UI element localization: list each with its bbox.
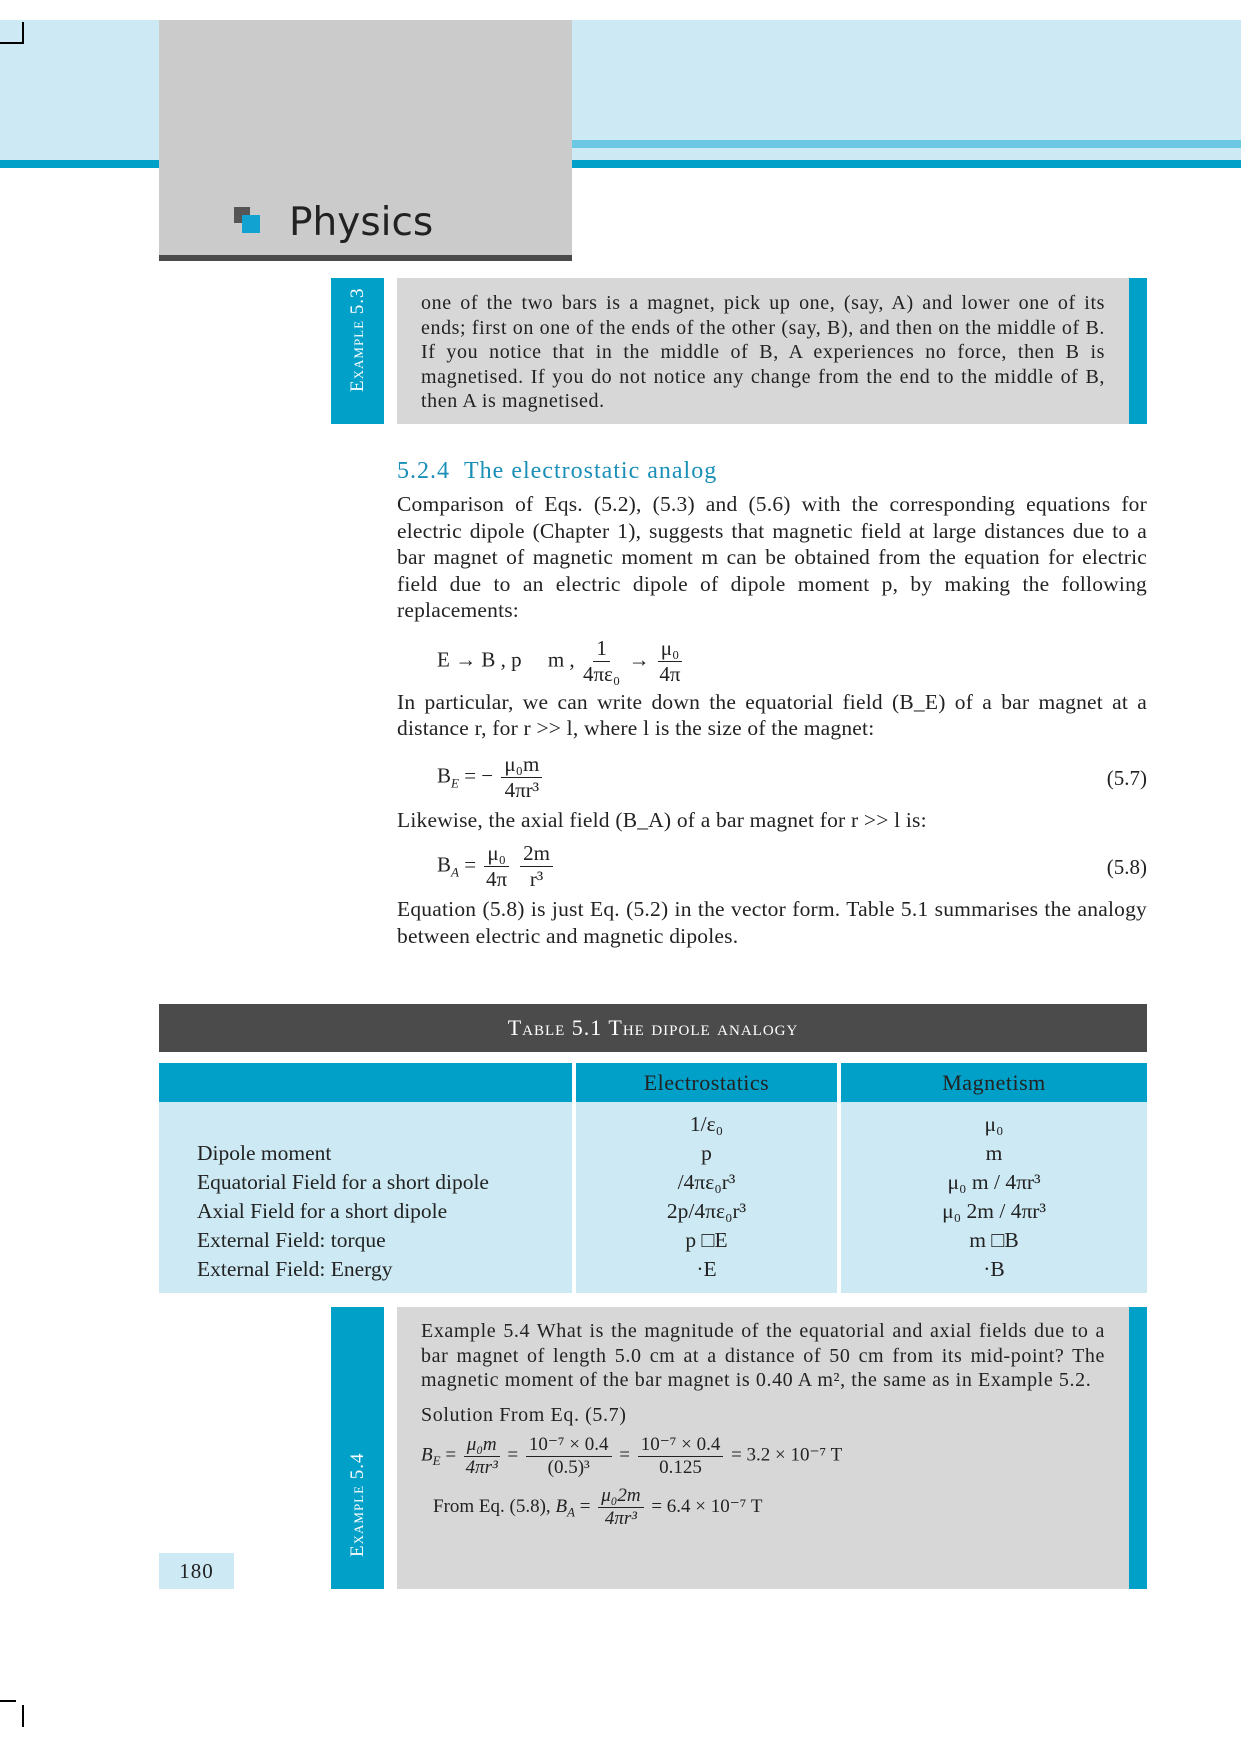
example-text: one of the two bars is a magnet, pick up one, (say, A) and lower one of its ends; first on one of the ends of the other (say, B), and then on the middle of B. If you notice that in the middle of B, A experiences no force, then B is magnetised. If you do not notice any change from the end to the middle of B, then A is magnetised. — [421, 292, 1105, 412]
crop-mark — [0, 42, 22, 44]
result: = 6.4 × 10⁻⁷ T — [651, 1495, 763, 1517]
crop-mark — [0, 1700, 16, 1702]
eq-op: = — [464, 852, 477, 877]
numerator: 1 — [593, 636, 610, 662]
table-column-quantity — [159, 1102, 572, 1293]
eq-lhs: B — [555, 1495, 568, 1517]
denominator: (0.5)³ — [547, 1457, 590, 1478]
section-number: 5.2.4 — [397, 458, 450, 484]
fraction — [484, 841, 509, 892]
page-number: 180 — [159, 1553, 234, 1589]
logo-square-icon — [242, 215, 260, 233]
table-cell: m — [985, 1141, 1003, 1165]
example-label: Example 5.4 — [346, 1452, 368, 1557]
example-box — [397, 278, 1129, 424]
section-heading — [397, 458, 1147, 485]
example-side-bar — [1129, 278, 1147, 424]
table-cell: Axial Field for a short dipole — [197, 1199, 448, 1223]
eq-sub: A — [567, 1504, 575, 1520]
table-cell: m □B — [969, 1228, 1019, 1252]
table-cell: ·B — [983, 1257, 1005, 1281]
subject-title: Physics — [289, 200, 434, 245]
table-cell: External Field: Energy — [197, 1257, 393, 1281]
fraction — [658, 636, 683, 687]
table-cell: μ₀ 2m / 4πr³ — [942, 1199, 1046, 1223]
example-side-bar — [1129, 1307, 1147, 1589]
table-cell: p — [701, 1141, 712, 1165]
eq-intro: From Eq. (5.8), — [433, 1495, 551, 1517]
eq-sub: E — [432, 1453, 441, 1469]
table-header-cell: Electrostatics — [576, 1063, 837, 1102]
eq-lhs: B — [437, 762, 452, 787]
solution-equation-ba: From Eq. (5.8), $B_A$ = $\frac{\text{μ₀2m}}{\text{4πr³}}$ = 6.4 × 10⁻⁷ T — [433, 1485, 763, 1529]
denominator: 4πr³ — [504, 777, 540, 802]
table-column-magnetism — [841, 1102, 1147, 1293]
eq-op: = − — [464, 762, 494, 787]
numerator: 2m — [520, 841, 553, 867]
table-cell: 1/ε₀ — [689, 1112, 724, 1136]
table-title: Table 5.1 The dipole analogy — [159, 1004, 1147, 1052]
numerator: μ₀ — [484, 841, 509, 867]
result: = 3.2 × 10⁻⁷ T — [731, 1444, 843, 1466]
denominator: 0.125 — [659, 1457, 702, 1478]
crop-mark — [22, 22, 24, 44]
paragraph: Likewise, the axial field (B_A) of a bar magnet for r >> l is: — [397, 807, 927, 832]
table-cell: p □E — [685, 1228, 728, 1252]
numerator: μ₀ — [658, 636, 683, 662]
solution-equation-be: $B_E$ = $\frac{\text{μ₀m}}{\text{4πr³}}$ = $\frac{\text{10⁻⁷ × 0.4}}{\text{(0.5)³}}$ = $\frac{\text{10⁻⁷ × 0.4}}{0.125}$ = 3.2 × 10⁻⁷ T — [421, 1433, 843, 1478]
crop-mark — [22, 1705, 24, 1727]
denominator: r³ — [529, 867, 544, 891]
eq-lhs: B — [421, 1444, 433, 1466]
equation-number: (5.8) — [1106, 855, 1147, 879]
table-cell: ·E — [696, 1257, 717, 1281]
fraction — [464, 1434, 500, 1479]
section-title: The electrostatic analog — [464, 458, 718, 484]
equation-number: (5.7) — [1106, 765, 1147, 790]
denominator: 4π — [659, 661, 681, 686]
example-tab — [331, 1307, 384, 1589]
arrow: → — [628, 646, 650, 671]
table-cell: Dipole moment — [197, 1141, 332, 1165]
eq-sub: E — [451, 775, 459, 790]
table-cell: 2p/4πε₀r³ — [666, 1199, 747, 1223]
example-question: Example 5.4 What is the magnitude of the equatorial and axial fields due to a bar magnet of length 5.0 cm at a distance of 50 cm from its mid-point? The magnetic moment of the bar magnet is 0.40 A m², the same as in Example 5.2. — [421, 1320, 1105, 1391]
denominator: 4πε₀ — [582, 661, 621, 686]
table-cell: External Field: torque — [197, 1228, 386, 1252]
fraction — [598, 1485, 643, 1530]
numerator: μ₀2m — [598, 1485, 643, 1508]
section-content — [397, 458, 1147, 949]
fraction — [520, 841, 553, 892]
table-cell: Equatorial Field for a short dipole — [197, 1170, 489, 1194]
denominator: 4πr³ — [465, 1456, 498, 1478]
denominator: 4π — [486, 867, 508, 891]
denominator: 4πr³ — [604, 1508, 637, 1529]
numerator: 10⁻⁷ × 0.4 — [526, 1433, 612, 1457]
table-header-cell: Magnetism — [841, 1063, 1147, 1102]
eq-part: m , — [547, 646, 575, 671]
paragraph: In particular, we can write down the equatorial field (B_E) of a bar magnet at a distance r, for r >> l, where l is the size of the magnet: — [397, 689, 1147, 740]
paragraph: Equation (5.8) is just Eq. (5.2) in the vector form. Table 5.1 summarises the analogy between electric and magnetic dipoles. — [397, 897, 1147, 948]
fraction — [638, 1433, 724, 1479]
fraction — [583, 636, 620, 687]
fraction — [526, 1433, 612, 1479]
header-stripe — [572, 140, 1241, 148]
numerator: μ₀m — [501, 752, 542, 778]
example-box — [397, 1307, 1129, 1589]
equation-5-7 — [437, 752, 1147, 803]
table-cell: /4πε₀r³ — [677, 1170, 736, 1194]
equation-5-8 — [437, 841, 1147, 892]
numerator: 10⁻⁷ × 0.4 — [638, 1433, 724, 1457]
table-cell: μ₀ m / 4πr³ — [947, 1170, 1041, 1194]
eq-lhs: B — [437, 852, 452, 877]
example-label: Example 5.3 — [346, 287, 368, 392]
solution-label: Solution From Eq. (5.7) — [421, 1403, 627, 1426]
table-cell — [197, 1110, 572, 1139]
paragraph: Comparison of Eqs. (5.2), (5.3) and (5.6) with the corresponding equations for electric dipole (Chapter 1), suggests that magnetic field at large distances due to a bar magnet of magnetic moment m can be obtained from the equation for electric field due to an electric dipole of dipole moment p, by making the following replacements: — [397, 492, 1147, 622]
table-column-electrostatics — [576, 1102, 837, 1293]
numerator: μ₀m — [464, 1434, 500, 1457]
table-cell: μ₀ — [984, 1112, 1004, 1136]
eq-part: E → B , p — [437, 646, 522, 671]
fraction — [501, 752, 542, 803]
example-tab — [331, 278, 384, 424]
eq-sub: A — [451, 864, 459, 880]
table-header-cell — [159, 1063, 572, 1102]
replacement-equation — [437, 636, 1147, 687]
